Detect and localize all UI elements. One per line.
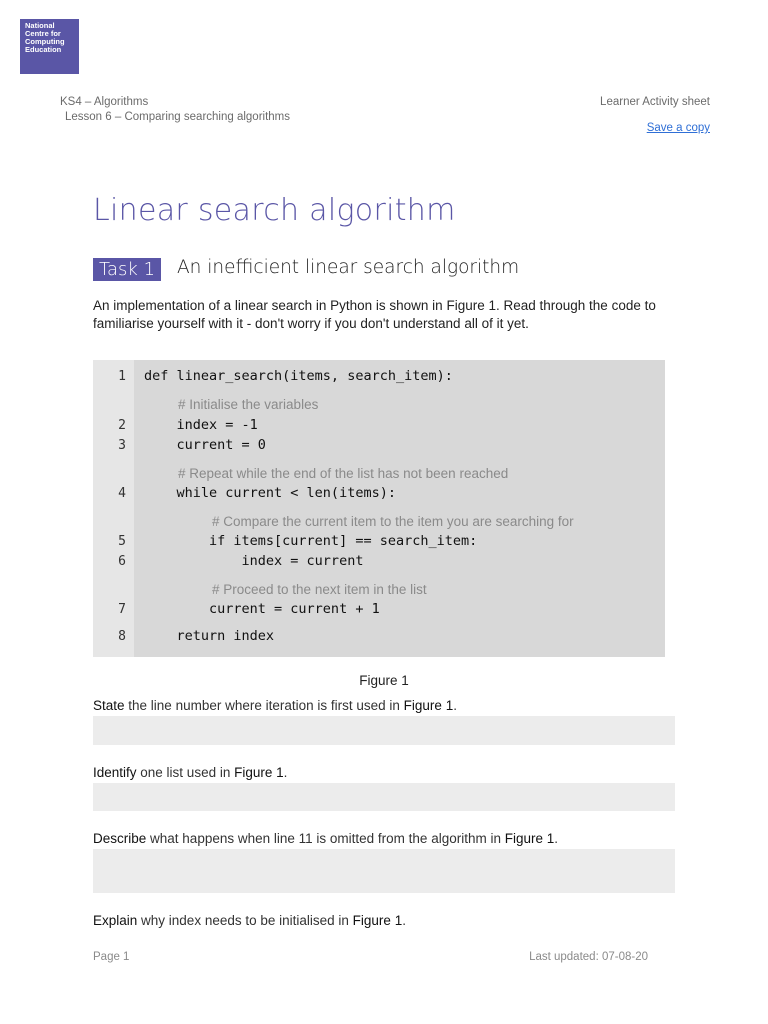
question-text: why index needs to be initialised in [137,913,353,928]
answer-field-2[interactable] [93,783,675,811]
intro-text: . Read through the code to familiarise yourself with it - don't worry if you don't understand all of it yet. [93,298,656,331]
question-text: . [283,765,288,780]
question-text: . [453,698,457,713]
command-word: Identify [93,765,137,780]
figure-reference: Figure 1 [234,765,284,780]
answer-field-1[interactable] [93,716,675,745]
question-text: . [402,913,406,928]
code-line: while current < len(items): [144,485,396,501]
code-line: def linear_search(items, search_item): [144,368,453,384]
line-number: 3 [118,438,126,453]
question-4 [93,913,406,928]
page-title: Linear search algorithm [93,193,456,228]
command-word: State [93,698,125,713]
code-line: return index [144,628,275,644]
line-number: 1 [118,369,126,384]
course-label: KS4 – Algorithms [60,96,149,108]
line-number: 8 [118,629,126,644]
sheet-type-label: Learner Activity sheet [600,96,710,108]
line-number: 7 [118,602,126,617]
task-badge: Task 1 [93,258,161,281]
save-copy-link[interactable]: Save a copy [646,122,710,134]
code-comment: # Initialise the variables [178,397,319,412]
figure-reference: Figure 1 [403,698,454,713]
question-text: the line number where iteration is first used in [124,698,404,713]
question-text: . [554,831,559,846]
question-1 [93,698,457,713]
question-text: what happens when line 11 is omitted from the algorithm in [146,831,505,846]
task-heading: An inefficient linear search algorithm [177,257,520,278]
code-line: current = 0 [144,437,266,453]
command-word: Describe [93,831,147,846]
code-comment: # Compare the current item to the item you are searching for [212,514,574,529]
code-line: current = current + 1 [144,601,380,617]
code-line: index = current [144,553,364,569]
question-text: one list used in [136,765,235,780]
page-number: Page 1 [93,951,130,963]
logo-line: Computing [25,37,65,46]
figure-reference: Figure 1 [446,298,496,313]
code-line: index = -1 [144,417,258,433]
ncce-logo [20,19,79,74]
figure-reference: Figure 1 [504,831,555,846]
code-comment: # Repeat while the end of the list has not been reached [178,466,509,481]
question-3 [93,831,558,846]
line-number: 4 [118,486,126,501]
intro-text: An implementation of a linear search in Python is shown in [93,298,447,313]
line-number: 2 [118,418,126,433]
last-updated: Last updated: 07-08-20 [529,951,648,963]
line-number: 5 [118,534,126,549]
line-number: 6 [118,554,126,569]
command-word: Explain [93,913,138,928]
figure-caption: Figure 1 [359,673,409,688]
logo-line: Centre for [25,29,61,38]
code-line: if items[current] == search_item: [144,533,478,549]
logo-line: Education [25,45,62,54]
answer-field-3[interactable] [93,849,675,893]
code-comment: # Proceed to the next item in the list [212,582,427,597]
logo-line: National [25,21,55,30]
intro-paragraph [93,297,678,333]
lesson-label: Lesson 6 – Comparing searching algorithms [65,111,291,123]
question-2 [93,765,287,780]
figure-reference: Figure 1 [352,913,403,928]
